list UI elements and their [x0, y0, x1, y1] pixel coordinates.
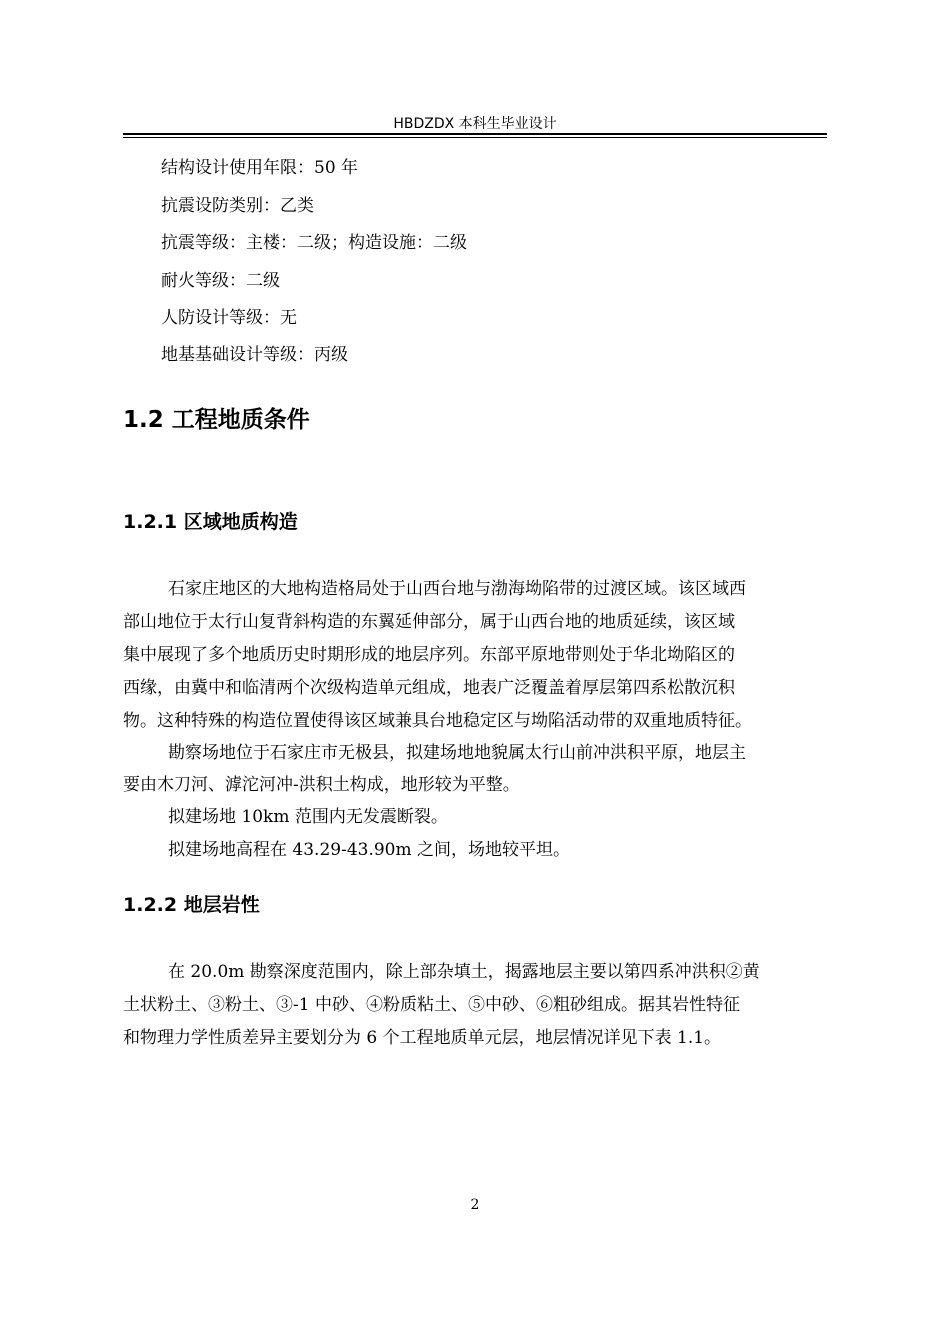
- section-heading-1-2-1: 1.2.1 区域地质构造: [123, 511, 298, 533]
- info-foundation-grade: 地基基础设计等级：丙级: [161, 345, 348, 365]
- paragraph-line: 勘察场地位于石家庄市无极县，拟建场地地貌属太行山前冲洪积平原，地层主: [168, 743, 746, 763]
- info-seismic-category: 抗震设防类别：乙类: [161, 196, 314, 216]
- info-seismic-grade: 抗震等级：主楼：二级；构造设施：二级: [161, 233, 467, 253]
- page-header: HBDZDX 本科生毕业设计: [393, 116, 557, 132]
- paragraph-line: 西缘，由冀中和临清两个次级构造单元组成，地表广泛覆盖着厚层第四系松散沉积: [123, 678, 735, 698]
- paragraph-line: 部山地位于太行山复背斜构造的东翼延伸部分，属于山西台地的地质延续，该区域: [123, 612, 735, 632]
- paragraph-line: 物。这种特殊的构造位置使得该区域兼具台地稳定区与坳陷活动带的双重地质特征。: [123, 711, 752, 731]
- info-civil-defense-grade: 人防设计等级：无: [161, 308, 297, 328]
- paragraph-line: 拟建场地高程在 43.29-43.90m 之间，场地较平坦。: [168, 840, 571, 860]
- paragraph-line: 石家庄地区的大地构造格局处于山西台地与渤海坳陷带的过渡区域。该区域西: [168, 579, 746, 599]
- info-fire-grade: 耐火等级：二级: [161, 271, 280, 291]
- info-design-life: 结构设计使用年限：50 年: [161, 158, 359, 178]
- section-heading-1-2-2: 1.2.2 地层岩性: [123, 894, 260, 916]
- paragraph-line: 集中展现了多个地质历史时期形成的地层序列。东部平原地带则处于华北坳陷区的: [123, 645, 735, 665]
- header-rule-thick: [123, 133, 827, 135]
- header-rule-thin: [123, 137, 827, 138]
- paragraph-line: 要由木刀河、滹沱河冲-洪积土构成，地形较为平整。: [123, 775, 520, 795]
- section-heading-1-2: 1.2 工程地质条件: [123, 407, 310, 433]
- page-number: 2: [470, 1197, 480, 1213]
- paragraph-line: 土状粉土、③粉土、③-1 中砂、④粉质粘土、⑤中砂、⑥粗砂组成。据其岩性特征: [123, 995, 740, 1015]
- paragraph-line: 和物理力学性质差异主要划分为 6 个工程地质单元层，地层情况详见下表 1.1。: [123, 1028, 722, 1048]
- paragraph-line: 在 20.0m 勘察深度范围内，除上部杂填土，揭露地层主要以第四系冲洪积②黄: [168, 962, 760, 982]
- paragraph-line: 拟建场地 10km 范围内无发震断裂。: [168, 807, 448, 827]
